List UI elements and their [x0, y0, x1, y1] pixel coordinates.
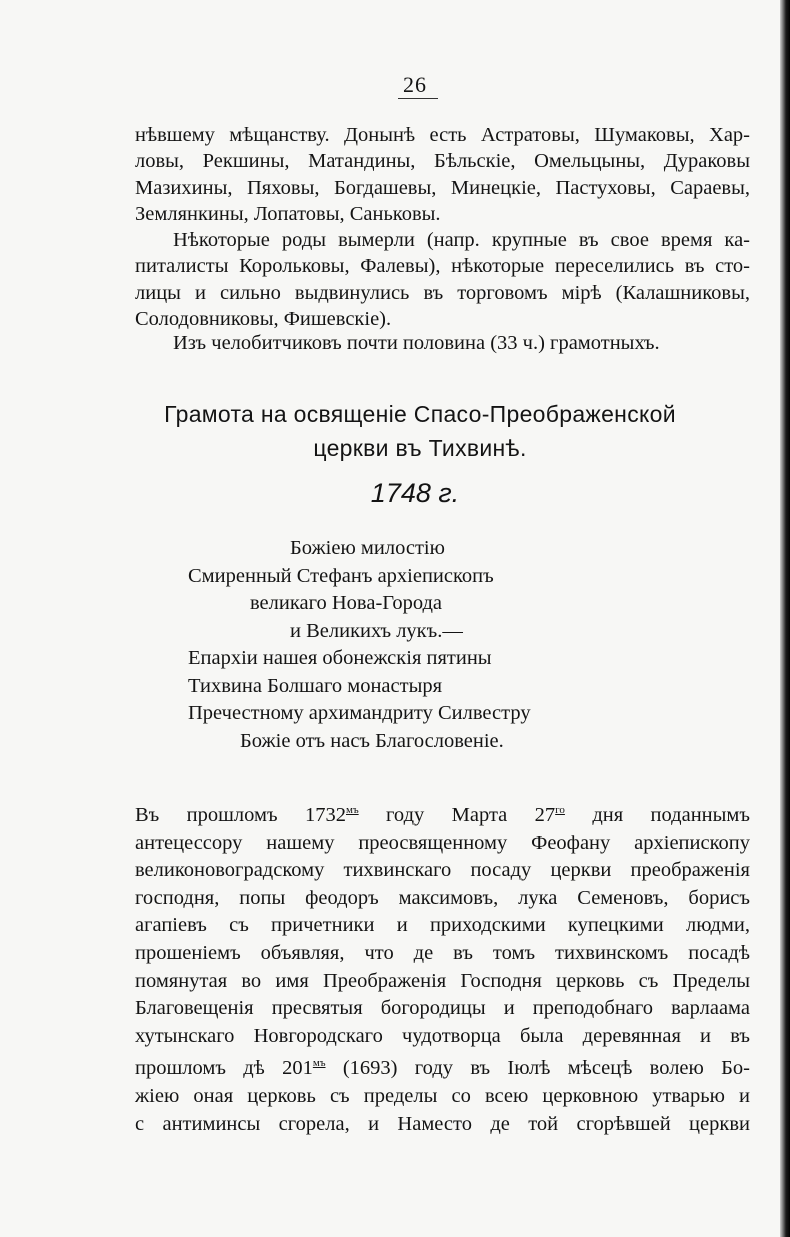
ordinal-suffix: мъ: [345, 804, 359, 816]
salutation-line: Божіею милостію: [290, 537, 445, 559]
page-edge-shadow: [780, 0, 790, 1237]
text-fragment: прошломъ дѣ 201: [135, 1057, 313, 1080]
text-line: Землянкины, Лопатовы, Саньковы.: [135, 202, 441, 225]
salutation-line: Пречестному архимандриту Силвестру: [188, 702, 531, 724]
salutation-line: Епархіи нашея обонежскія пятины: [188, 647, 492, 669]
text-line: Нѣкоторые роды вымерли (напр. крупные въ свое время ка-: [173, 229, 750, 251]
salutation-line: Тихвина Болшаго монастыря: [188, 674, 443, 697]
text-line: ловы, Рекшины, Матандины, Бѣльскіе, Омельцыны, Дураковы: [135, 150, 750, 173]
document-year: 1748 г.: [370, 478, 460, 508]
text-line: [135, 1050, 750, 1083]
text-line: прошеніемъ объявляя, что де въ томъ тихвинскомъ посадѣ: [135, 941, 750, 964]
text-line: питалисты Корольковы, Фалевы), нѣкоторые переселились въ сто-: [135, 255, 750, 278]
document-heading-line-1: Грамота на освященіе Спасо-Преображенской: [164, 401, 676, 427]
salutation-line: великаго Нова-Города: [250, 592, 443, 614]
text-line: [135, 797, 750, 830]
intro-paragraph-2: [135, 227, 750, 332]
salutation-line: и Великихъ лукъ.—: [290, 619, 463, 642]
page-number-underline: [398, 98, 438, 99]
text-line: антецессору нашему преосвященному Феофану архіепископу: [135, 831, 750, 854]
text-fragment: (1693) году въ Іюлѣ мѣсецѣ волею Бо-: [325, 1057, 750, 1080]
charter-body-text: [135, 797, 750, 1138]
text-line: с антиминсы сгорела, и Наместо де той сгорѣвшей церкви: [135, 1112, 750, 1135]
text-line: Солодовниковы, Фишевскіе).: [135, 307, 392, 330]
text-line: агапіевъ съ причетники и приходскими купецкими людми,: [135, 914, 750, 937]
text-line: Изъ челобитчиковъ почти половина (33 ч.) грамотныхъ.: [173, 332, 660, 354]
text-fragment: Въ прошломъ 1732: [135, 804, 346, 826]
intro-paragraph-3: [135, 330, 750, 356]
ordinal-suffix: мъ: [312, 1057, 326, 1070]
text-line: лицы и сильно выдвинулись въ торговомъ мірѣ (Калашниковы,: [135, 281, 750, 304]
text-line: Мазихины, Пяховы, Богдашевы, Минецкіе, Пастуховы, Сараевы,: [135, 176, 750, 199]
intro-paragraph-1: [135, 122, 750, 227]
text-line: великоновоградскому тихвинскаго посаду церкви преображенія: [135, 859, 750, 882]
ordinal-suffix: го: [555, 804, 565, 816]
text-line: нѣвшему мѣщанству. Донынѣ есть Астратовы, Шумаковы, Хар-: [135, 124, 750, 146]
text-fragment: дня поданнымъ: [564, 804, 750, 826]
document-heading-line-2: церкви въ Тихвинѣ.: [313, 435, 527, 461]
salutation-line: Смиренный Стефанъ архіепископъ: [188, 564, 494, 587]
text-line: жіею оная церковь съ пределы со всею церковною утварью и: [135, 1084, 750, 1107]
text-line: хутынскаго Новгородскаго чудотворца была деревянная и въ: [135, 1024, 750, 1047]
text-line: господня, попы феодоръ максимовъ, лука Семеновъ, борисъ: [135, 886, 750, 909]
text-line: Благовещенія пресвятыя богородицы и преподобнаго варлаама: [135, 997, 750, 1020]
salutation-line: Божіе отъ насъ Благословеніе.: [240, 729, 504, 752]
page-number: 26: [403, 72, 427, 97]
text-line: помянутая во имя Преображенія Господня церковь съ Пределы: [135, 969, 750, 992]
text-fragment: году Марта 27: [358, 804, 556, 826]
